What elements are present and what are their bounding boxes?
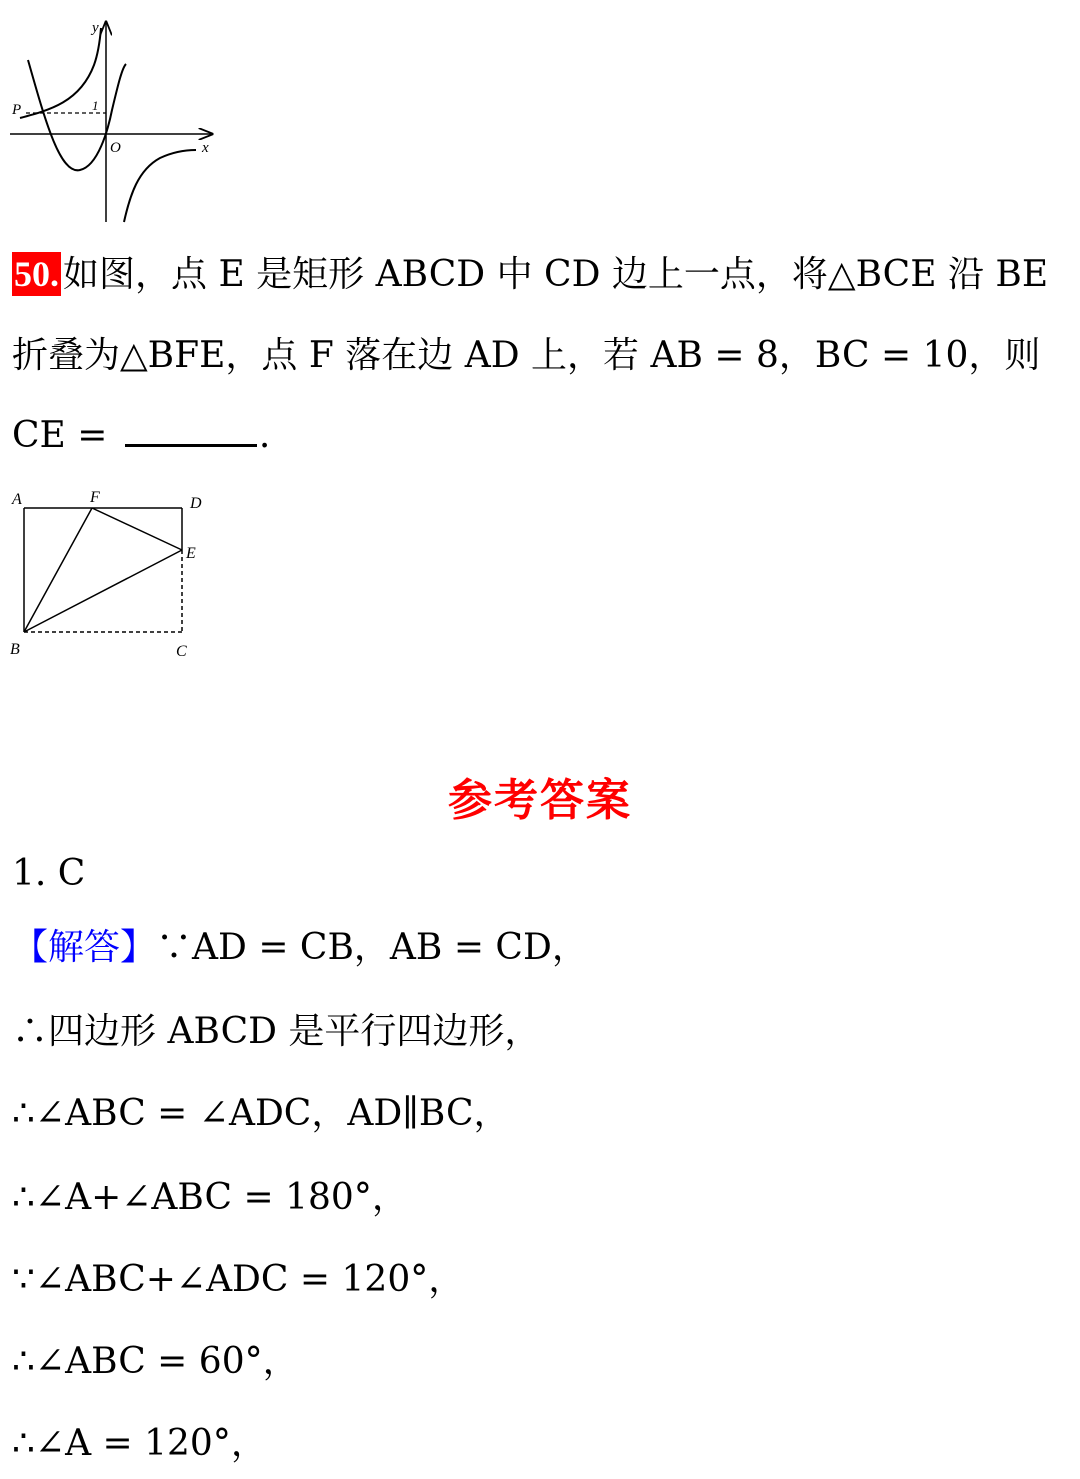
rectangle-fold-figure <box>0 484 220 664</box>
label-d: D <box>190 495 202 512</box>
hyperbola-right-branch <box>124 150 196 222</box>
solution-step: ∵∠ABC+∠ADC = 120°， <box>12 1259 465 1300</box>
label-a: A <box>12 491 22 508</box>
solution-step: ∴∠ABC = ∠ADC，AD∥BC， <box>12 1093 510 1134</box>
solution-line <box>12 926 588 970</box>
question-text-2: 折叠为△BFE，点 F 落在边 AD 上，若 AB = 8，BC = 10，则 <box>12 335 1041 376</box>
label-x: x <box>202 140 209 156</box>
solution-step: ∴∠A+∠ABC = 180°， <box>12 1177 408 1218</box>
label-o: O <box>110 140 121 156</box>
question-line-2 <box>12 334 1040 378</box>
label-p: P <box>12 102 22 118</box>
label-f: F <box>90 489 100 506</box>
segment-be <box>24 550 182 632</box>
question-number: 50. <box>14 254 59 294</box>
function-graph-figure <box>0 10 230 230</box>
question-line-1 <box>12 252 1048 297</box>
solution-step: ∴∠ABC = 60°， <box>12 1341 299 1382</box>
answer-blank <box>125 414 257 447</box>
question-text-3-suffix: . <box>258 415 271 456</box>
segment-bf <box>24 508 92 632</box>
question-line-3 <box>12 414 270 458</box>
solution-step: ∴四边形 ABCD 是平行四边形， <box>12 1011 541 1052</box>
solution-step: ∴∠A = 120°， <box>12 1423 267 1464</box>
label-y: y <box>92 20 99 36</box>
segment-fe <box>92 508 182 550</box>
label-e: E <box>186 545 196 562</box>
question-text-3-prefix: CE = <box>12 415 119 456</box>
jieda-label: 【解答】 <box>12 927 157 968</box>
label-1: 1 <box>92 98 99 113</box>
answer-heading: 参考答案 <box>448 775 632 826</box>
label-b: B <box>10 641 20 658</box>
jieda-text: ∵AD = CB，AB = CD， <box>156 927 588 968</box>
label-c: C <box>176 643 187 660</box>
question-text-1: 如图，点 E 是矩形 ABCD 中 CD 边上一点，将△BCE 沿 BE <box>63 254 1049 295</box>
answer-item-1: 1. C <box>12 853 86 894</box>
